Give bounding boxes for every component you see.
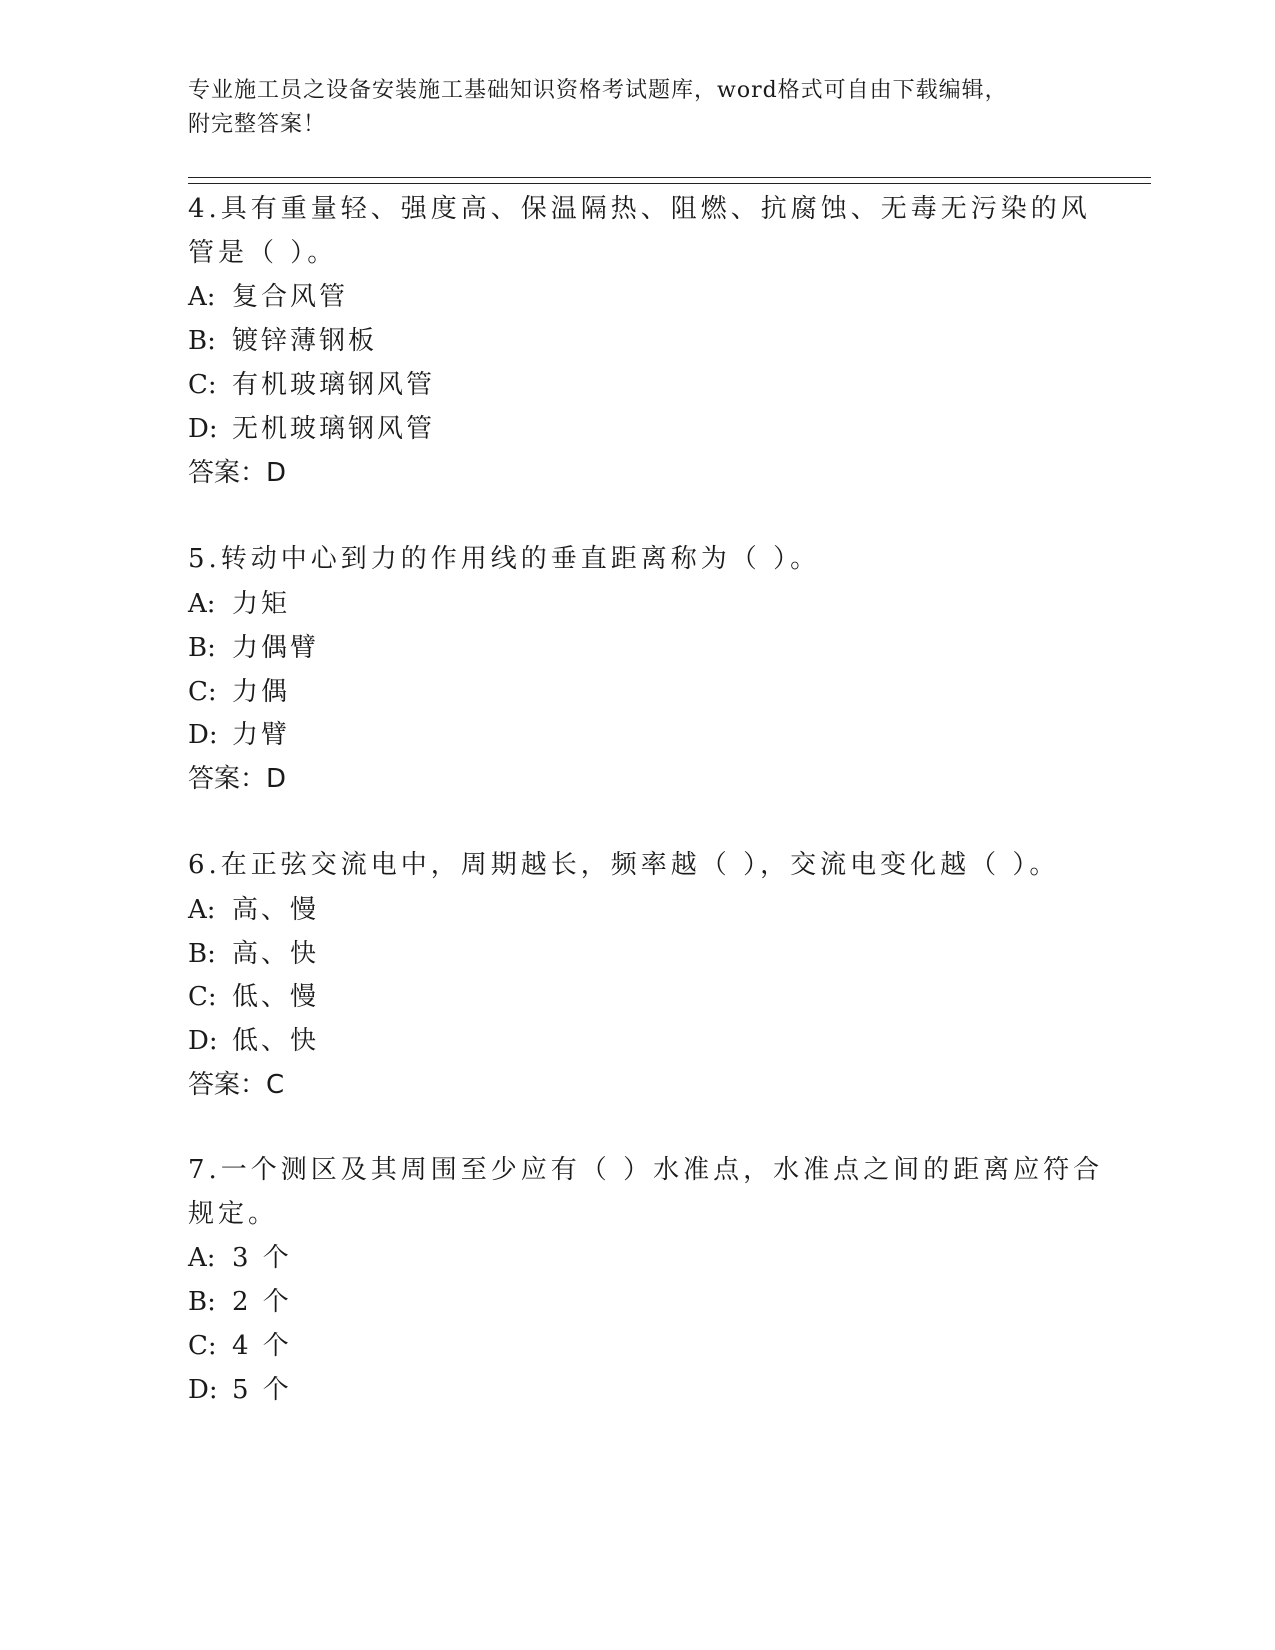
option-text: 无机玻璃钢风管	[232, 414, 436, 444]
question-4-answer: 答案：D	[188, 458, 287, 488]
question-5-stem-line-1: 5.转动中心到力的作用线的垂直距离称为（ ）。	[188, 544, 821, 574]
question-7-option-a	[188, 1241, 292, 1275]
option-letter: A:	[188, 282, 216, 312]
question-6-answer: 答案：C	[188, 1070, 285, 1100]
option-text: 低、慢	[232, 982, 320, 1012]
header-divider-bottom	[188, 183, 1151, 184]
option-text: 有机玻璃钢风管	[232, 370, 436, 400]
header-divider-top	[188, 177, 1151, 178]
option-letter: D:	[188, 414, 218, 444]
question-4-stem-line-1: 4.具有重量轻、强度高、保温隔热、阻燃、抗腐蚀、无毒无污染的风	[188, 194, 1091, 224]
option-text: 高、慢	[232, 895, 320, 925]
option-letter: D:	[188, 1375, 218, 1405]
question-4-option-c	[188, 368, 435, 402]
option-letter: A:	[188, 1243, 216, 1273]
question-4-stem-line-2: 管是（ ）。	[188, 238, 338, 268]
option-text: 4 个	[232, 1331, 292, 1361]
question-7-option-b	[188, 1285, 292, 1319]
option-letter: B:	[188, 939, 216, 969]
question-6-option-d	[188, 1024, 319, 1058]
option-letter: C:	[188, 982, 217, 1012]
question-7-option-c	[188, 1329, 292, 1363]
option-letter: C:	[188, 370, 217, 400]
option-text: 2 个	[232, 1287, 292, 1317]
question-4-option-d	[188, 412, 435, 446]
question-4-option-b	[188, 324, 377, 358]
option-letter: D:	[188, 720, 218, 750]
header-line-2: 附完整答案！	[188, 112, 327, 137]
option-letter: A:	[188, 589, 216, 619]
option-letter: B:	[188, 326, 216, 356]
option-text: 高、快	[232, 939, 320, 969]
question-6-option-a	[188, 893, 319, 927]
question-6-stem-line-1: 6.在正弦交流电中，周期越长，频率越（ ），交流电变化越（ ）。	[188, 850, 1060, 880]
option-text: 低、快	[232, 1026, 320, 1056]
option-letter: C:	[188, 677, 217, 707]
question-4-option-a	[188, 280, 348, 314]
option-letter: B:	[188, 1287, 216, 1317]
option-text: 力矩	[232, 589, 291, 619]
question-5-option-b	[188, 631, 319, 665]
question-5-option-a	[188, 587, 290, 621]
option-text: 力偶	[232, 677, 291, 707]
question-6-option-c	[188, 980, 319, 1014]
option-text: 力偶臂	[232, 633, 320, 663]
header-line-1: 专业施工员之设备安装施工基础知识资格考试题库，word格式可自由下载编辑，	[188, 78, 1008, 103]
option-text: 镀锌薄钢板	[232, 326, 378, 356]
question-7-stem-line-2: 规定。	[188, 1199, 279, 1229]
option-letter: D:	[188, 1026, 218, 1056]
option-text: 3 个	[232, 1243, 292, 1273]
option-letter: A:	[188, 895, 216, 925]
option-text: 5 个	[232, 1375, 292, 1405]
option-letter: B:	[188, 633, 216, 663]
question-7-option-d	[188, 1373, 292, 1407]
option-text: 力臂	[232, 720, 291, 750]
question-6-option-b	[188, 937, 319, 971]
question-7-stem-line-1: 7.一个测区及其周围至少应有（ ）水准点，水准点之间的距离应符合	[188, 1155, 1104, 1185]
question-5-option-d	[188, 718, 290, 752]
question-5-option-c	[188, 675, 290, 709]
document-header	[188, 74, 1068, 142]
option-letter: C:	[188, 1331, 217, 1361]
option-text: 复合风管	[232, 282, 349, 312]
question-5-answer: 答案：D	[188, 764, 287, 794]
